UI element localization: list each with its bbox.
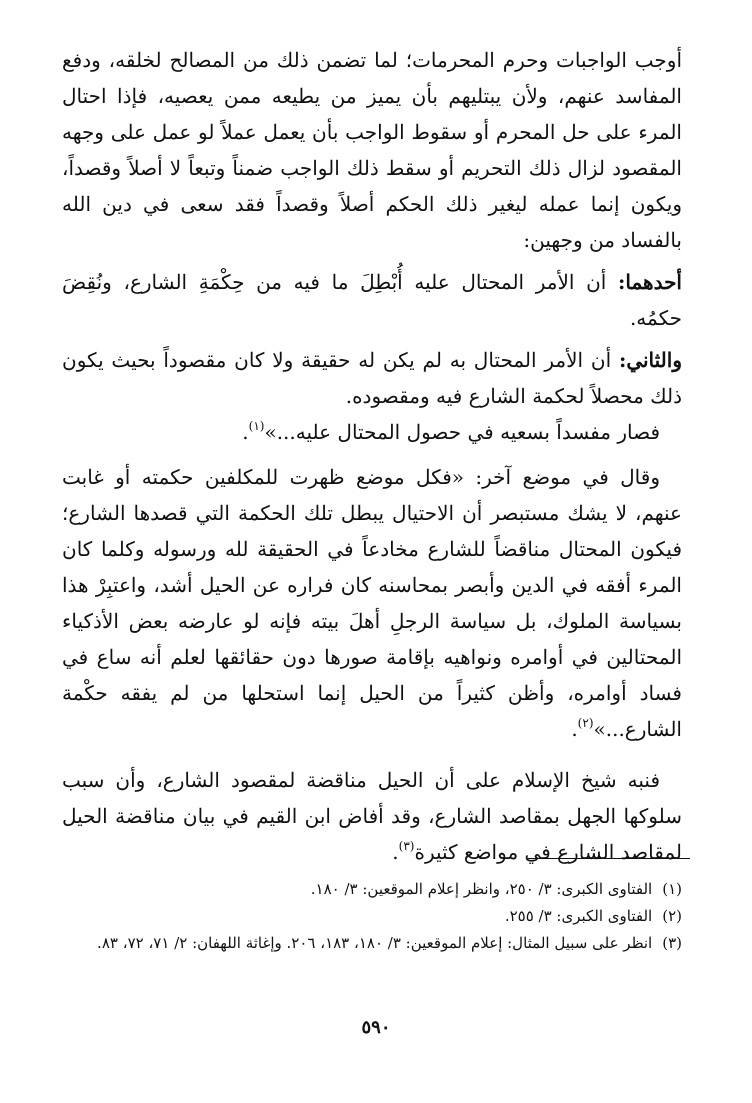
term-second: والثاني: xyxy=(618,348,682,372)
footnote-number: (٢) xyxy=(662,907,682,925)
paragraph-4 xyxy=(62,414,682,453)
footnote-divider xyxy=(528,858,690,859)
footnote-text: الفتاوى الكبرى: ٣/ ٢٥٠، وانظر إعلام الموقعين: ٣/ ١٨٠. xyxy=(310,880,653,898)
footnote-item xyxy=(62,930,682,957)
footnote-text: انظر على سبيل المثال: إعلام الموقعين: ٣/ ١٨٠، ١٨٣، ٢٠٦. وإغاثة اللهفان: ٢/ ٧١، ٧٢، ٨٣. xyxy=(97,934,653,952)
paragraph-5-text: وقال في موضع آخر: «فكل موضع ظهرت للمكلفين حكمته أو غابت عنهم، لا يشك مستبصر أن الاحتيال يبطل تلك الحكمة التي قصدها الشارع؛ فيكون المحتال مناقضاً للشارع مخادعاً في الحقيقة لله ورسوله وكلما كان المرء أفقه في الدين وأبصر بمحاسنه كان فراره عن الحيل أشد، واعتبِرْ هذا بسياسة الملوك، بل سياسة الرجلِ أهلَ بيته فإنه لو عارضه بعض الأذكياء المحتالين في أوامره ونواهيه بإقامة صورها دون حقائقها لعلم أنه ساع في فساد أوامره، وأظن كثيراً من الحيل إنما استحلها من لم يفقه حكْمة الشارع...» xyxy=(62,465,682,741)
footnote-ref-3: (٣) xyxy=(398,839,415,853)
footnote-item xyxy=(62,876,682,903)
paragraph-4-text: فصار مفسداً بسعيه في حصول المحتال عليه...» xyxy=(264,420,660,444)
paragraph-first-aspect xyxy=(62,264,682,336)
first-aspect-text: أن الأمر المحتال عليه أُبْطِلَ ما فيه من حِكْمَةِ الشارع، ونُقِضَ حكمُه. xyxy=(62,270,682,330)
footnote-ref-2: (٢) xyxy=(577,716,594,730)
paragraph-second-aspect xyxy=(62,342,682,414)
footnotes xyxy=(62,876,682,957)
footnote-text: الفتاوى الكبرى: ٣/ ٢٥٥. xyxy=(504,907,653,925)
second-aspect-text: أن الأمر المحتال به لم يكن له حقيقة ولا كان مقصوداً بحيث يكون ذلك محصلاً لحكمة الشارع فيه ومقصوده. xyxy=(62,348,682,408)
page-number: ٥٩٠ xyxy=(361,1017,391,1038)
paragraph-1: أوجب الواجبات وحرم المحرمات؛ لما تضمن ذلك من المصالح لخلقه، ودفع المفاسد عنهم، ولأن يبتليهم بأن يميز من يطيعه ممن يعصيه، فإذا احتال المرء على حل المحرم أو سقوط الواجب بأن يعمل عملاً لو عمل على وجهه المقصود لزال ذلك التحريم أو سقط ذلك الواجب ضمناً وتبعاً لا أصلاً وقصداً، ويكون إنما عمله ليغير ذلك الحكم أصلاً وقصداً فقد سعى في دين الله بالفساد من وجهين: xyxy=(62,48,682,252)
footnote-number: (١) xyxy=(662,880,682,898)
footnote-item xyxy=(62,903,682,930)
paragraph-5 xyxy=(62,459,682,750)
page-body xyxy=(62,42,682,873)
paragraph-4-end: . xyxy=(242,420,249,444)
term-first: أحدهما: xyxy=(617,270,682,294)
paragraph-6-text: فنبه شيخ الإسلام على أن الحيل مناقضة لمقصود الشارع، وأن سبب سلوكها الجهل بمقاصد الشارع، وقد أفاض ابن القيم في بيان مناقضة الحيل لمقاصد الشارع في مواضع كثيرة xyxy=(62,768,682,864)
paragraph-6-end: . xyxy=(392,840,399,864)
paragraph-6 xyxy=(62,762,682,873)
footnote-ref-1: (١) xyxy=(248,419,265,433)
footnote-number: (٣) xyxy=(662,934,682,952)
paragraph-5-end: . xyxy=(571,717,578,741)
